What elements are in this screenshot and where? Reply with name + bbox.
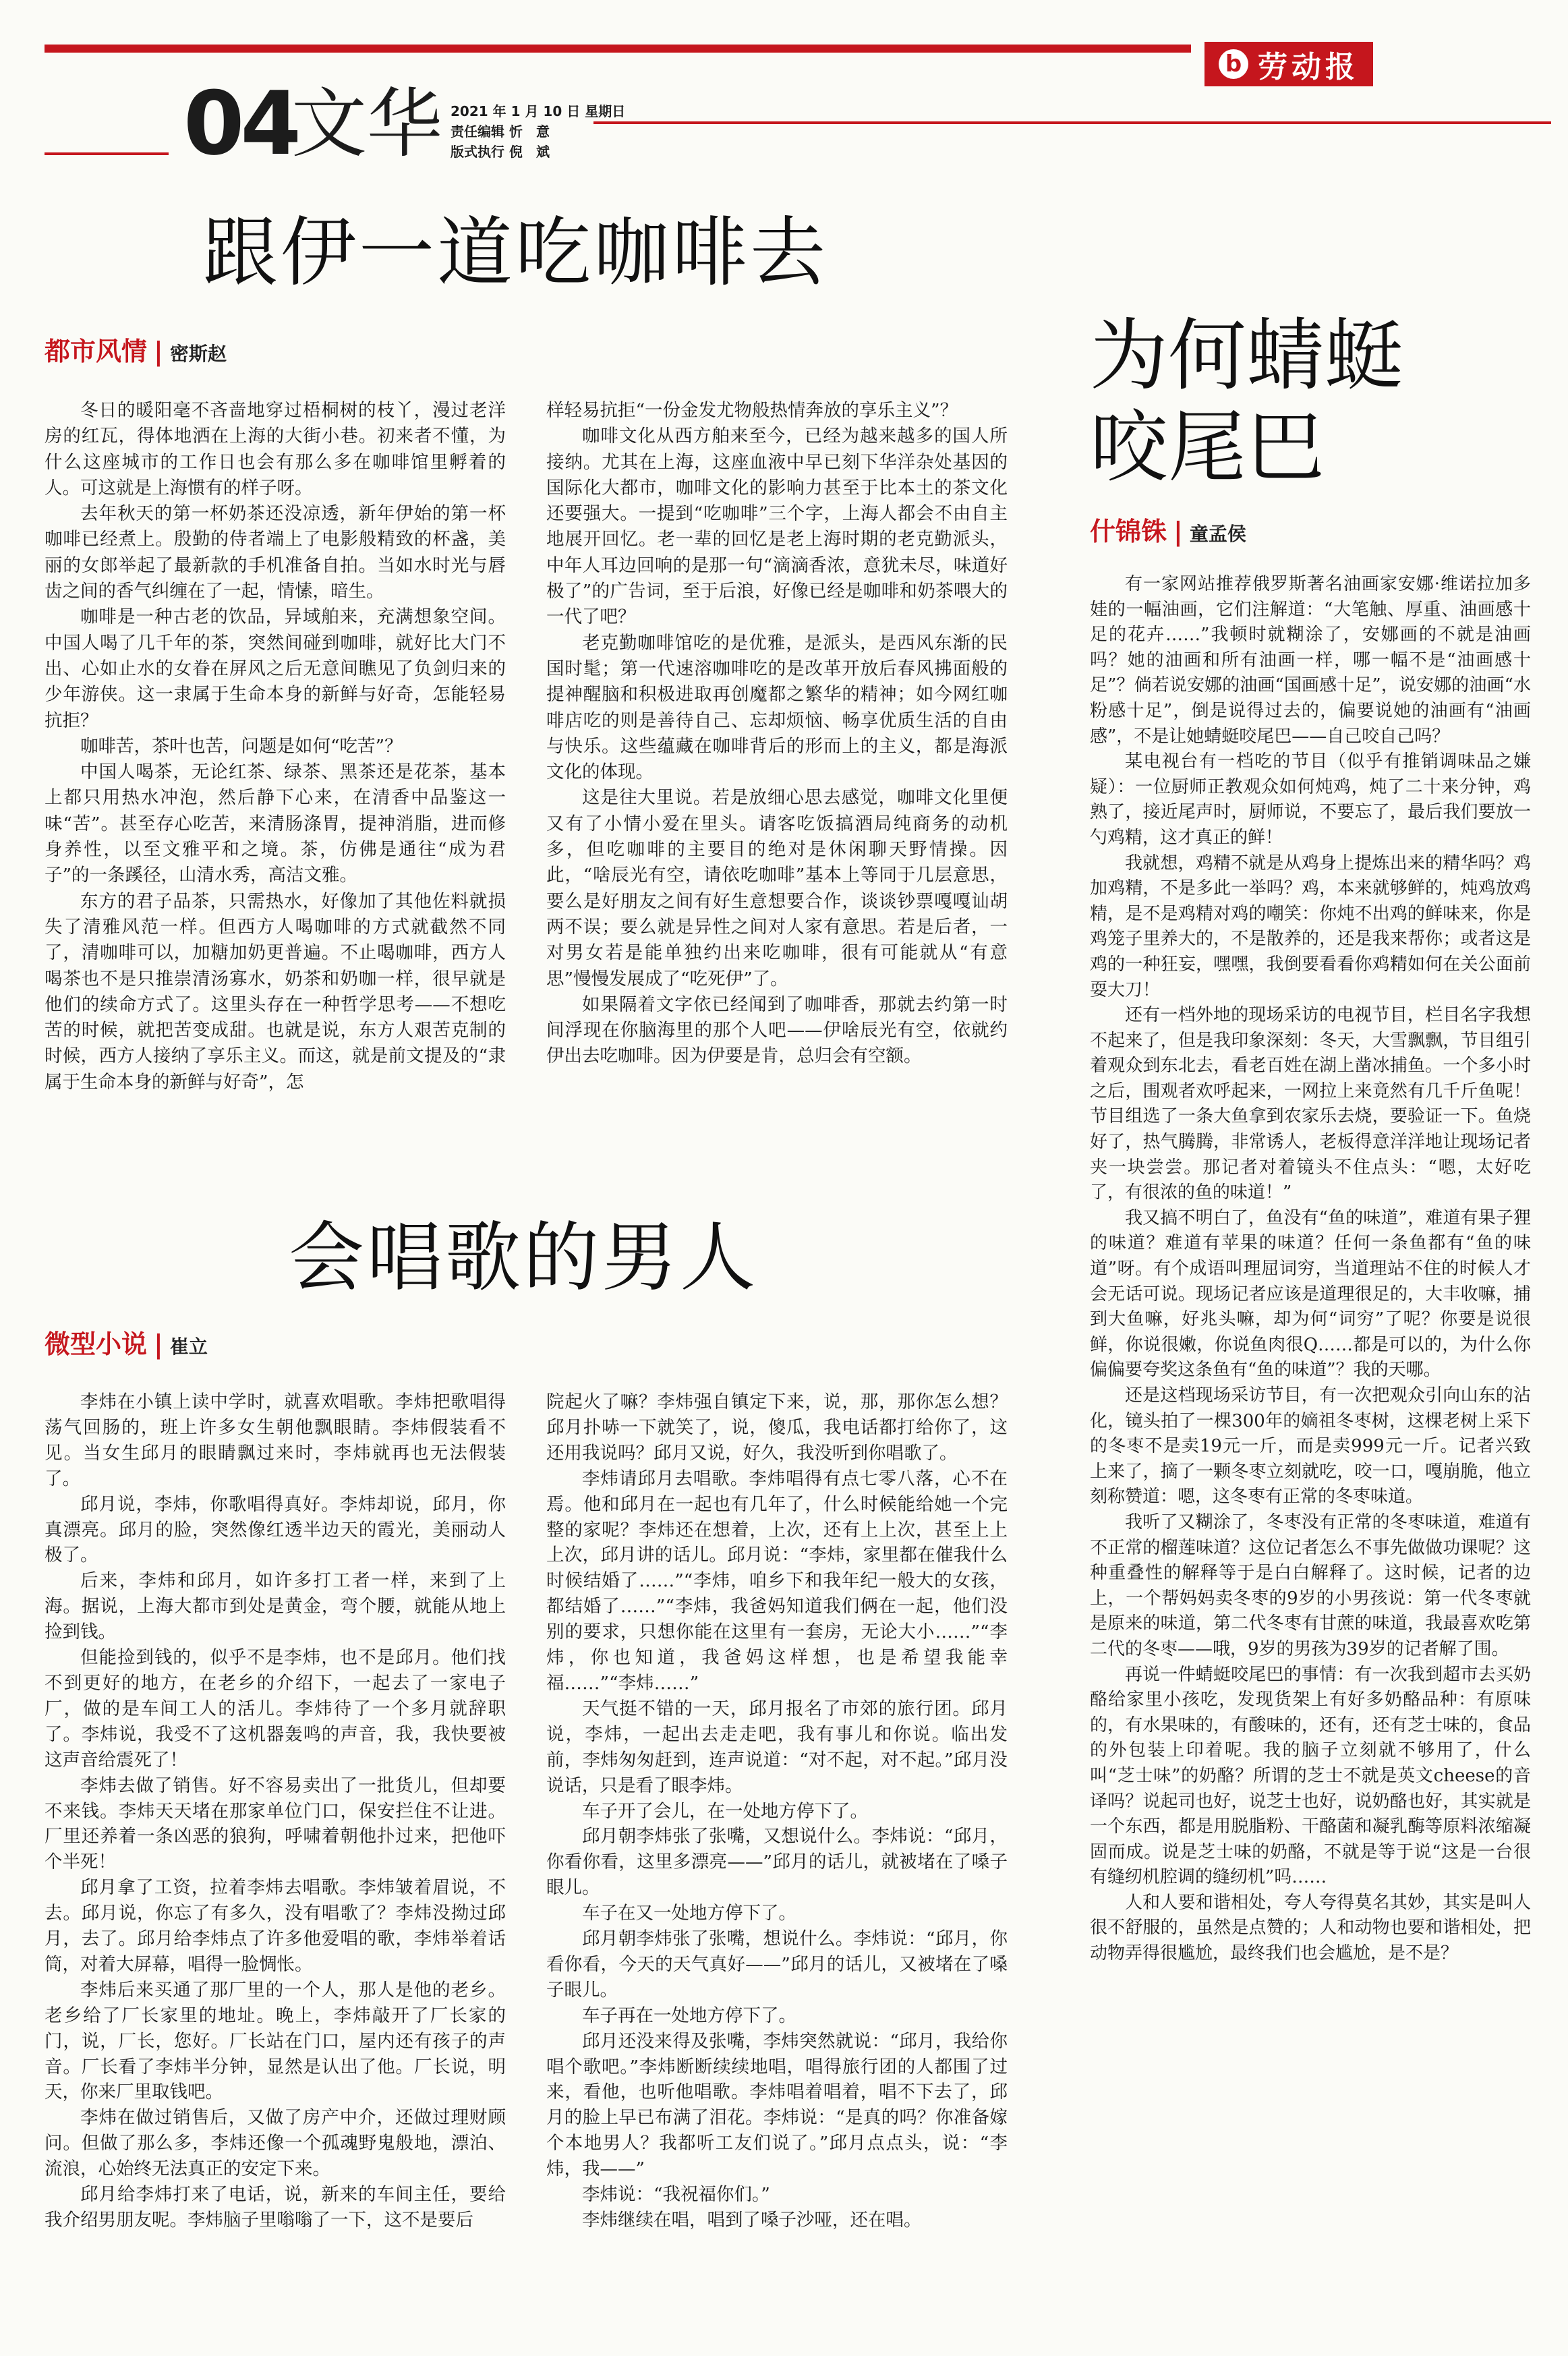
header-left-rule <box>45 152 169 155</box>
paragraph: 天气挺不错的一天，邱月报名了市郊的旅行团。邱月说，李炜，一起出去走走吧，我有事儿和你说。临出发前，李炜匆匆赶到，连声说道：“对不起，对不起。”邱月没说话，只是看了眼李炜。 <box>546 1698 1008 1796</box>
paragraph: 车子再在一处地方停下了。 <box>582 2005 796 2026</box>
paragraph: 李炜在做过销售后，又做了房产中介，还做过理财顾问。但做了那么多，李炜还像一个孤魂野鬼般地，漂泊、流浪，心始终无法真正的安定下来。 <box>45 2107 506 2180</box>
paragraph: 李炜后来买通了那厂里的一个人，那人是他的老乡。老乡给了厂长家里的地址。晚上，李炜敲开了厂长家的门，说，厂长，您好。厂长站在门口，屋内还有孩子的声音。厂长看了李炜半分钟，显然是认出了他。厂长说，明天，你来厂里取钱吧。 <box>45 1979 506 2103</box>
paragraph: 如果隔着文字依已经闻到了咖啡香，那就去约第一时间浮现在你脑海里的那个人吧——伊啥辰光有空，依就约伊出去吃咖啡。因为伊要是肯，总归会有空额。 <box>546 994 1008 1067</box>
paragraph: 我听了又糊涂了，冬枣没有正常的冬枣味道，难道有不正常的榴莲味道？这位记者怎么不事先做做功课呢？这种重叠性的解释等于是白白解释了。这时候，记者的边上，一个帮妈妈卖冬枣的9岁的小男孩说：第一代冬枣就是原来的味道，第二代冬枣有甘蔗的味道，我最喜欢吃第二代的冬枣——哦，9岁的男孩为39岁的记者解了围。 <box>1090 1512 1531 1659</box>
paragraph: 李炜继续在唱，唱到了嗓子沙哑，还在唱。 <box>582 2210 922 2231</box>
paragraph: 有一家网站推荐俄罗斯著名油画家安娜·维诺拉加多娃的一幅油画，它们注解道：“大笔触、厚重、油画感十足的花卉……”我顿时就糊涂了，安娜画的不就是油画吗？她的油画和所有油画一样，哪一幅不是“油画感十足”？倘若说安娜的油画“国画感十足”，说安娜的油画“水粉感十足”，倒是说得过去的，偏要说她的油画有“油画感”，不是让她蜻蜓咬尾巴——自己咬自己吗？ <box>1090 574 1531 747</box>
paragraph: 还是这档现场采访节目，有一次把观众引向山东的沾化，镜头拍了一棵300年的嫡祖冬枣树，这棵老树上采下的冬枣不是卖19元一斤，而是卖999元一斤。记者兴致上来了，摘了一颗冬枣立刻就吃，咬一口，嘎崩脆，他立刻称赞道：嗯，这冬枣有正常的冬枣味道。 <box>1090 1385 1531 1507</box>
article1-column-name: 都市风情 <box>45 336 148 366</box>
paragraph: 李炜在小镇上读中学时，就喜欢唱歌。李炜把歌唱得荡气回肠的，班上许多女生朝他飘眼睛。李炜假装看不见。当女生邱月的眼睛飘过来时，李炜就再也无法假装了。 <box>45 1391 506 1489</box>
article3-column-1 <box>45 1389 506 2233</box>
paragraph: 冬日的暖阳毫不吝啬地穿过梧桐树的枝丫，漫过老洋房的红瓦，得体地洒在上海的大街小巷。初来者不懂，为什么这座城市的工作日也会有那么多在咖啡馆里孵着的人。可这就是上海惯有的样子呀。 <box>45 400 506 498</box>
article2-column-name: 什锦铢 <box>1090 516 1167 546</box>
paragraph: 样轻易抗拒“一份金发尤物般热情奔放的享乐主义”？ <box>546 400 958 421</box>
logo-mark-icon: b <box>1219 49 1248 79</box>
paragraph: 李炜去做了销售。好不容易卖出了一批货儿，但却要不来钱。李炜天天堵在那家单位门口，保安拦住不让进。厂里还养着一条凶恶的狼狗，呼啸着朝他扑过来，把他吓个半死！ <box>45 1775 506 1873</box>
paragraph: 后来，李炜和邱月，如许多打工者一样，来到了上海。据说，上海大都市到处是黄金，弯个腰，就能从地上捡到钱。 <box>45 1570 506 1643</box>
paragraph: 去年秋天的第一杯奶茶还没凉透，新年伊始的第一杯咖啡已经煮上。殷勤的侍者端上了电影般精致的杯盏，美丽的女郎举起了最新款的手机准备自拍。当如水时光与唇齿之间的香气纠缠在了一起，情愫，暗生。 <box>45 503 506 602</box>
paragraph: 邱月朝李炜张了张嘴，又想说什么。李炜说：“邱月，你看你看，这里多漂亮——”邱月的话儿，就被堵在了嗓子眼儿。 <box>546 1826 1008 1899</box>
paragraph: 车子开了会儿，在一处地方停下了。 <box>582 1800 868 1822</box>
paragraph: 咖啡文化从西方舶来至今，已经为越来越多的国人所接纳。尤其在上海，这座血液中早已刻下华洋杂处基因的国际化大都市，咖啡文化的影响力甚至于比本土的茶文化还要强大。一提到“吃咖啡”三个字，上海人都会不由自主地展开回忆。老一辈的回忆是老上海时期的老克勤派头，中年人耳边回响的是那一句“滴滴香浓，意犹未尽，味道好极了”的广告词，至于后浪，好像已经是咖啡和奶茶喂大的一代了吧？ <box>546 426 1008 628</box>
article1-author: 密斯赵 <box>169 343 227 365</box>
logo-text: 劳动报 <box>1258 50 1359 84</box>
article3-title: 会唱歌的男人 <box>289 1214 758 1302</box>
masthead-logo <box>1204 42 1373 86</box>
paragraph: 院起火了嘛？李炜强自镇定下来，说，那，那你怎么想？邱月扑哧一下就笑了，说，傻瓜，我电话都打给你了，这还用我说吗？邱月又说，好久，我没听到你唱歌了。 <box>546 1391 1008 1464</box>
article2-column <box>1090 572 1531 1967</box>
editor-credit: 责任编辑 忻 意 <box>451 123 550 140</box>
paragraph: 东方的君子品茶，只需热水，好像加了其他佐料就损失了清雅风范一样。但西方人喝咖啡的方式就截然不同了，清咖啡可以，加糖加奶更普遍。不止喝咖啡，西方人喝茶也不是只推崇清汤寡水，奶茶和奶咖一样，很早就是他们的续命方式了。这里头存在一种哲学思考——不想吃苦的时候，就把苦变成甜。也就是说，东方人艰苦克制的时候，西方人接纳了享乐主义。而这，就是前文提及的“隶属于生命本身的新鲜与好奇”，怎 <box>45 890 506 1093</box>
paragraph: 邱月朝李炜张了张嘴，想说什么。李炜说：“邱月，你看你看，今天的天气真好——”邱月的话儿，又被堵在了嗓子眼儿。 <box>546 1928 1008 2001</box>
paragraph: 还有一档外地的现场采访的电视节目，栏目名字我想不起来了，但是我印象深刻：冬天，大雪飘飘，节目组引着观众到东北去，看老百姓在湖上凿冰捕鱼。一个多小时之后，围观者欢呼起来，一网拉上来竟然有几千斤鱼呢！节目组选了一条大鱼拿到农家乐去烧，要验证一下。鱼烧好了，热气腾腾，非常诱人，老板得意洋洋地让现场记者夹一块尝尝。那记者对着镜头不住点头：“嗯，太好吃了，有很浓的鱼的味道！” <box>1090 1005 1531 1203</box>
paragraph: 再说一件蜻蜓咬尾巴的事情：有一次我到超市去买奶酪给家里小孩吃，发现货架上有好多奶酪品种：有原味的，有水果味的，有酸味的，还有，还有芝士味的，食品的外包装上印着呢。我的脑子立刻就不够用了，什么叫“芝士味”的奶酪？所谓的芝士不就是英文cheese的音译吗？说起司也好，说芝士也好，说奶酪也好，其实就是一个东西，都是用脱脂粉、干酪菌和凝乳酶等原料浓缩凝固而成。说是芝士味的奶酪，不就是等于说“这是一台很有缝纫机腔调的缝纫机”吗…… <box>1090 1664 1531 1888</box>
issue-date: 2021 年 1 月 10 日 星期日 <box>451 103 626 119</box>
header-top-rule <box>45 45 1191 53</box>
paragraph: 邱月给李炜打来了电话，说，新来的车间主任，要给我介绍男朋友呢。李炜脑子里嗡嗡了一下，这不是要后 <box>45 2184 506 2231</box>
article3-author: 崔立 <box>169 1335 208 1358</box>
paragraph: 我又搞不明白了，鱼没有“鱼的味道”，难道有果子狸的味道？难道有苹果的味道？任何一条鱼都有“鱼的味道”呀。有个成语叫理屈词穷，当道理站不住的时候人才会无话可说。现场记者应该是道理很足的，大丰收嘛，捕到大鱼嘛，好兆头嘛，却为何“词穷”了呢？你要是说很鲜，你说很嫩，你说鱼肉很Q……都是可以的，为什么你偏偏要夸奖这条鱼有“鱼的味道”？我的天哪。 <box>1090 1207 1531 1381</box>
header-right-rule <box>593 121 1551 124</box>
article1-title: 跟伊一道吃咖啡去 <box>202 209 828 297</box>
page-number: 04 <box>183 72 297 175</box>
article2-author: 童孟侯 <box>1189 523 1246 545</box>
paragraph: 车子在又一处地方停下了。 <box>582 1903 796 1924</box>
paragraph: 李炜说：“我祝福你们。” <box>582 2184 770 2206</box>
paragraph: 咖啡苦，茶叶也苦，问题是如何“吃苦”？ <box>80 735 403 757</box>
paragraph: 邱月拿了工资，拉着李炜去唱歌。李炜皱着眉说，不去。邱月说，你忘了有多久，没有唱歌了？李炜没拗过邱月，去了。邱月给李炜点了许多他爱唱的歌，李炜举着话筒，对着大屏幕，唱得一脸惆怅。 <box>45 1877 506 1975</box>
article3-column-name: 微型小说 <box>45 1329 148 1359</box>
article2-column-label: 什锦铢 | 童孟侯 <box>1090 516 1246 546</box>
paragraph: 老克勤咖啡馆吃的是优雅，是派头，是西风东渐的民国时髦；第一代速溶咖啡吃的是改革开放后春风拂面般的提神醒脑和积极进取再创魔都之繁华的精神；如今网红咖啡店吃的则是善待自己、忘却烦恼、畅享优质生活的自由与快乐。这些蕴藏在咖啡背后的形而上的主义，都是海派文化的体现。 <box>546 632 1008 783</box>
paragraph: 某电视台有一档吃的节目（似乎有推销调味品之嫌疑）：一位厨师正教观众如何炖鸡，炖了二十来分钟，鸡熟了，接近尾声时，厨师说，不要忘了，最后我们要放一勺鸡精，这才真正的鲜！ <box>1090 751 1531 848</box>
layout-credit: 版式执行 倪 斌 <box>451 144 550 160</box>
paragraph: 咖啡是一种古老的饮品，异域舶来，充满想象空间。中国人喝了几千年的茶，突然间碰到咖啡，就好比大门不出、心如止水的女眷在屏风之后无意间瞧见了负剑归来的少年游侠。这一隶属于生命本身的新鲜与好奇，怎能轻易抗拒？ <box>45 606 506 731</box>
paragraph: 中国人喝茶，无论红茶、绿茶、黑茶还是花茶，基本上都只用热水冲泡，然后静下心来，在清香中品鉴这一味“苦”。甚至存心吃苦，来清肠涤胃，提神消脂，进而修身养性，以至文雅平和之境。茶，仿佛是通往“成为君子”的一条蹊径，山清水秀，高洁文雅。 <box>45 762 506 886</box>
article1-column-2 <box>546 398 1008 1070</box>
article2-title-line2: 咬尾巴 <box>1090 402 1325 493</box>
paragraph: 李炜请邱月去唱歌。李炜唱得有点七零八落，心不在焉。他和邱月在一起也有几年了，什么时候能给她一个完整的家呢？李炜还在想着，上次，还有上上次，甚至上上上次，邱月讲的话儿。邱月说：“李炜，家里都在催我什么时候结婚了……”“李炜，咱乡下和我年纪一般大的女孩，都结婚了……”“李炜，我爸妈知道我们俩在一起，他们没别的要求，只想你能在这里有一套房，无论大小……”“李炜，你也知道，我爸妈这样想，也是希望我能幸福……”“李炜……” <box>546 1468 1008 1694</box>
article1-column-1 <box>45 398 506 1095</box>
paragraph: 我就想，鸡精不就是从鸡身上提炼出来的精华吗？鸡加鸡精，不是多此一举吗？鸡，本来就够鲜的，炖鸡放鸡精，是不是鸡精对鸡的嘲笑：你炖不出鸡的鲜味来，你是鸡笼子里养大的，不是散养的，还是我来帮你；或者这是鸡的一种狂妄，嘿嘿，我倒要看看你鸡精如何在关公面前耍大刀！ <box>1090 853 1531 1000</box>
article3-column-label: 微型小说 | 崔立 <box>45 1329 208 1359</box>
article1-column-label: 都市风情 | 密斯赵 <box>45 336 227 366</box>
paragraph: 但能捡到钱的，似乎不是李炜，也不是邱月。他们找不到更好的地方，在老乡的介绍下，一起去了一家电子厂，做的是车间工人的活儿。李炜待了一个多月就辞职了。李炜说，我受不了这机器轰鸣的声音，我，我快要被这声音给震死了！ <box>45 1647 506 1771</box>
paragraph: 人和人要和谐相处，夸人夸得莫名其妙，其实是叫人很不舒服的，虽然是点赞的；人和动物也要和谐相处，把动物弄得很尴尬，最终我们也会尴尬，是不是？ <box>1090 1892 1531 1964</box>
paragraph: 这是往大里说。若是放细心思去感觉，咖啡文化里便又有了小情小爱在里头。请客吃饭搞酒局纯商务的动机多，但吃咖啡的主要目的绝对是休闲聊天野情操。因此，“啥辰光有空，请依吃咖啡”基本上等同于几层意思，要么是好朋友之间有好生意想要合作，谈谈钞票嘎嘎讪胡两不误；要么就是异性之间对人家有意思。若是后者，一对男女若是能单独约出来吃咖啡，很有可能就从“有意思”慢慢发展成了“吃死伊”了。 <box>546 787 1008 989</box>
section-name: 文华 <box>291 80 442 168</box>
article2-title-line1: 为何蜻蜓 <box>1090 310 1403 401</box>
article3-column-2 <box>546 1389 1008 2233</box>
paragraph: 邱月说，李炜，你歌唱得真好。李炜却说，邱月，你真漂亮。邱月的脸，突然像红透半边天的霞光，美丽动人极了。 <box>45 1493 506 1566</box>
paragraph: 邱月还没来得及张嘴，李炜突然就说：“邱月，我给你唱个歌吧。”李炜断断续续地唱，唱得旅行团的人都围了过来，看他，也听他唱歌。李炜唱着唱着，唱不下去了，邱月的脸上早已布满了泪花。李炜说：“是真的吗？你准备嫁个本地男人？我都听工友们说了。”邱月点点头，说：“李炜，我——” <box>546 2030 1008 2180</box>
